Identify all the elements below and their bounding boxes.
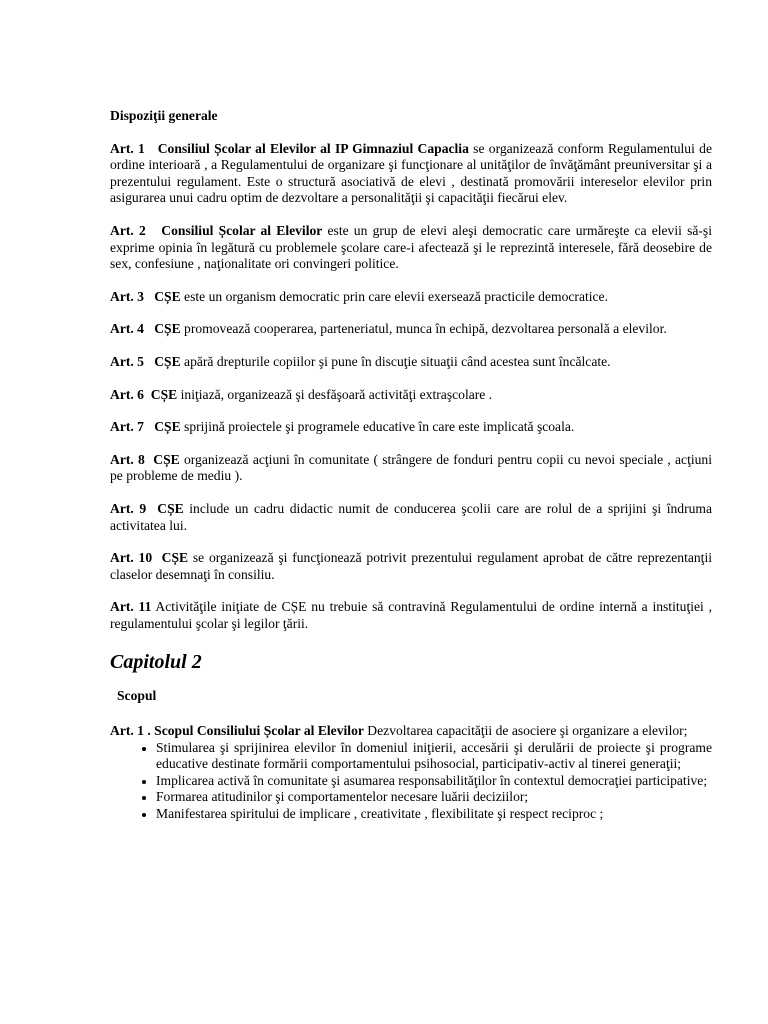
bullet-list [110, 740, 712, 823]
article-title: CȘE [154, 419, 181, 435]
article-9 [110, 501, 712, 534]
article-text: include un cadru didactic numit de conducerea şcolii care are rolul de a sprijini şi îndruma activitatea lui. [110, 500, 712, 533]
list-item: • Formarea atitudinilor şi comportamentelor necesare luării deciziilor; [156, 789, 712, 806]
article-number: Art. 3 [110, 288, 144, 304]
article-text: apără drepturile copiilor şi pune în discuţie situaţii când acestea sunt încălcate. [180, 353, 611, 369]
article-text: se organizează conform Regulamentului de ordine interioară , a Regulamentului de organizare şi funcţionare al unităţilor de învăţământ preuniversitar şi a prezentului regulament. Este o structură asociativă de elevi , destinată promovării intereselor elevilor prin asigurarea unui cadru optim de dezvoltare a personalităţii şi capacităţii fiecărui elev. [110, 140, 712, 206]
article-5 [110, 354, 712, 371]
article-number: Art. 2 [110, 222, 146, 238]
chapter-article-1 [110, 723, 712, 740]
section-heading: Dispoziţii generale [110, 108, 218, 123]
list-item: • Implicarea activă în comunitate şi asumarea responsabilităţilor în contextul democraţiei participative; [156, 773, 712, 790]
article-text: organizează acţiuni în comunitate ( strângere de fonduri pentru copii cu nevoi speciale , acţiuni pe probleme de mediu ). [110, 451, 712, 484]
article-text: este un organism democratic prin care elevii exersează practicile democratice. [180, 288, 608, 304]
article-1 [110, 141, 712, 207]
article-text: este un grup de elevi aleşi democratic care urmăreşte ca elevii să-şi exprime opinia în legătură cu problemele şcolare care-i afectează şi le reprezintă interesele, fără deosebire de sex, confesiune , naţionalitate ori convingeri politice. [110, 222, 712, 272]
article-number: Art. 6 [110, 386, 144, 402]
article-number: Art. 1 [110, 140, 145, 156]
article-title: CȘE [153, 451, 180, 467]
article-11 [110, 599, 712, 632]
article-number: Art. 4 [110, 321, 144, 337]
article-8 [110, 452, 712, 485]
article-2 [110, 223, 712, 273]
article-3 [110, 289, 712, 306]
article-number: Art. 11 [110, 599, 152, 615]
article-title: CȘE [150, 386, 178, 402]
article-title: CȘE [157, 500, 184, 516]
article-title: Consiliul Școlar al Elevilor al IP Gimnaziul Capaclia [157, 140, 469, 156]
article-title: CȘE [154, 353, 181, 369]
article-text: iniţiază, organizează şi desfăşoară activităţi extraşcolare . [177, 386, 493, 402]
article-title: CȘE [161, 550, 189, 566]
section-subheading: Scopul [117, 688, 157, 704]
article-10 [110, 550, 712, 583]
article-7 [110, 419, 712, 436]
article-title: Consiliul Școlar al Elevilor [161, 222, 323, 238]
article-title: CȘE [154, 321, 181, 337]
article-text: sprijină proiectele şi programele educative în care este implicată şcoala. [180, 419, 575, 435]
list-item: • Stimularea şi sprijinirea elevilor în domeniul iniţierii, accesării şi derulării de proiecte şi programe educative destinate formării comportamentului psihosocial, participativ-activ al tinerei generaţii; [156, 740, 712, 773]
article-text: Activităţile iniţiate de CȘE nu trebuie să contravină Regulamentului de ordine internă a instituţiei , regulamentului şcolar şi legilor ţării. [110, 599, 712, 631]
article-number: Art. 8 [110, 451, 145, 467]
article-number: Art. 7 [110, 419, 144, 435]
article-4 [110, 321, 712, 338]
chapter-title: Capitolul 2 [110, 651, 202, 674]
article-number: Art. 5 [110, 353, 144, 369]
article-text: promovează cooperarea, parteneriatul, munca în echipă, dezvoltarea personală a elevilor. [180, 321, 667, 337]
article-number: Art. 9 [110, 500, 147, 516]
article-text: Dezvoltarea capacităţii de asociere şi organizare a elevilor; [363, 723, 688, 739]
document-body [110, 108, 712, 823]
article-title: Art. 1 . Scopul Consiliului Școlar al Elevilor [110, 723, 364, 739]
article-text: se organizează şi funcţionează potrivit prezentului regulament aprobat de către reprezentanţii claselor desemnaţi în consiliu. [110, 550, 713, 582]
list-item: • Manifestarea spiritului de implicare , creativitate , flexibilitate şi respect reciproc ; [156, 806, 712, 823]
article-number: Art. 10 [110, 550, 153, 566]
article-title: CȘE [154, 288, 181, 304]
article-6 [110, 387, 712, 404]
